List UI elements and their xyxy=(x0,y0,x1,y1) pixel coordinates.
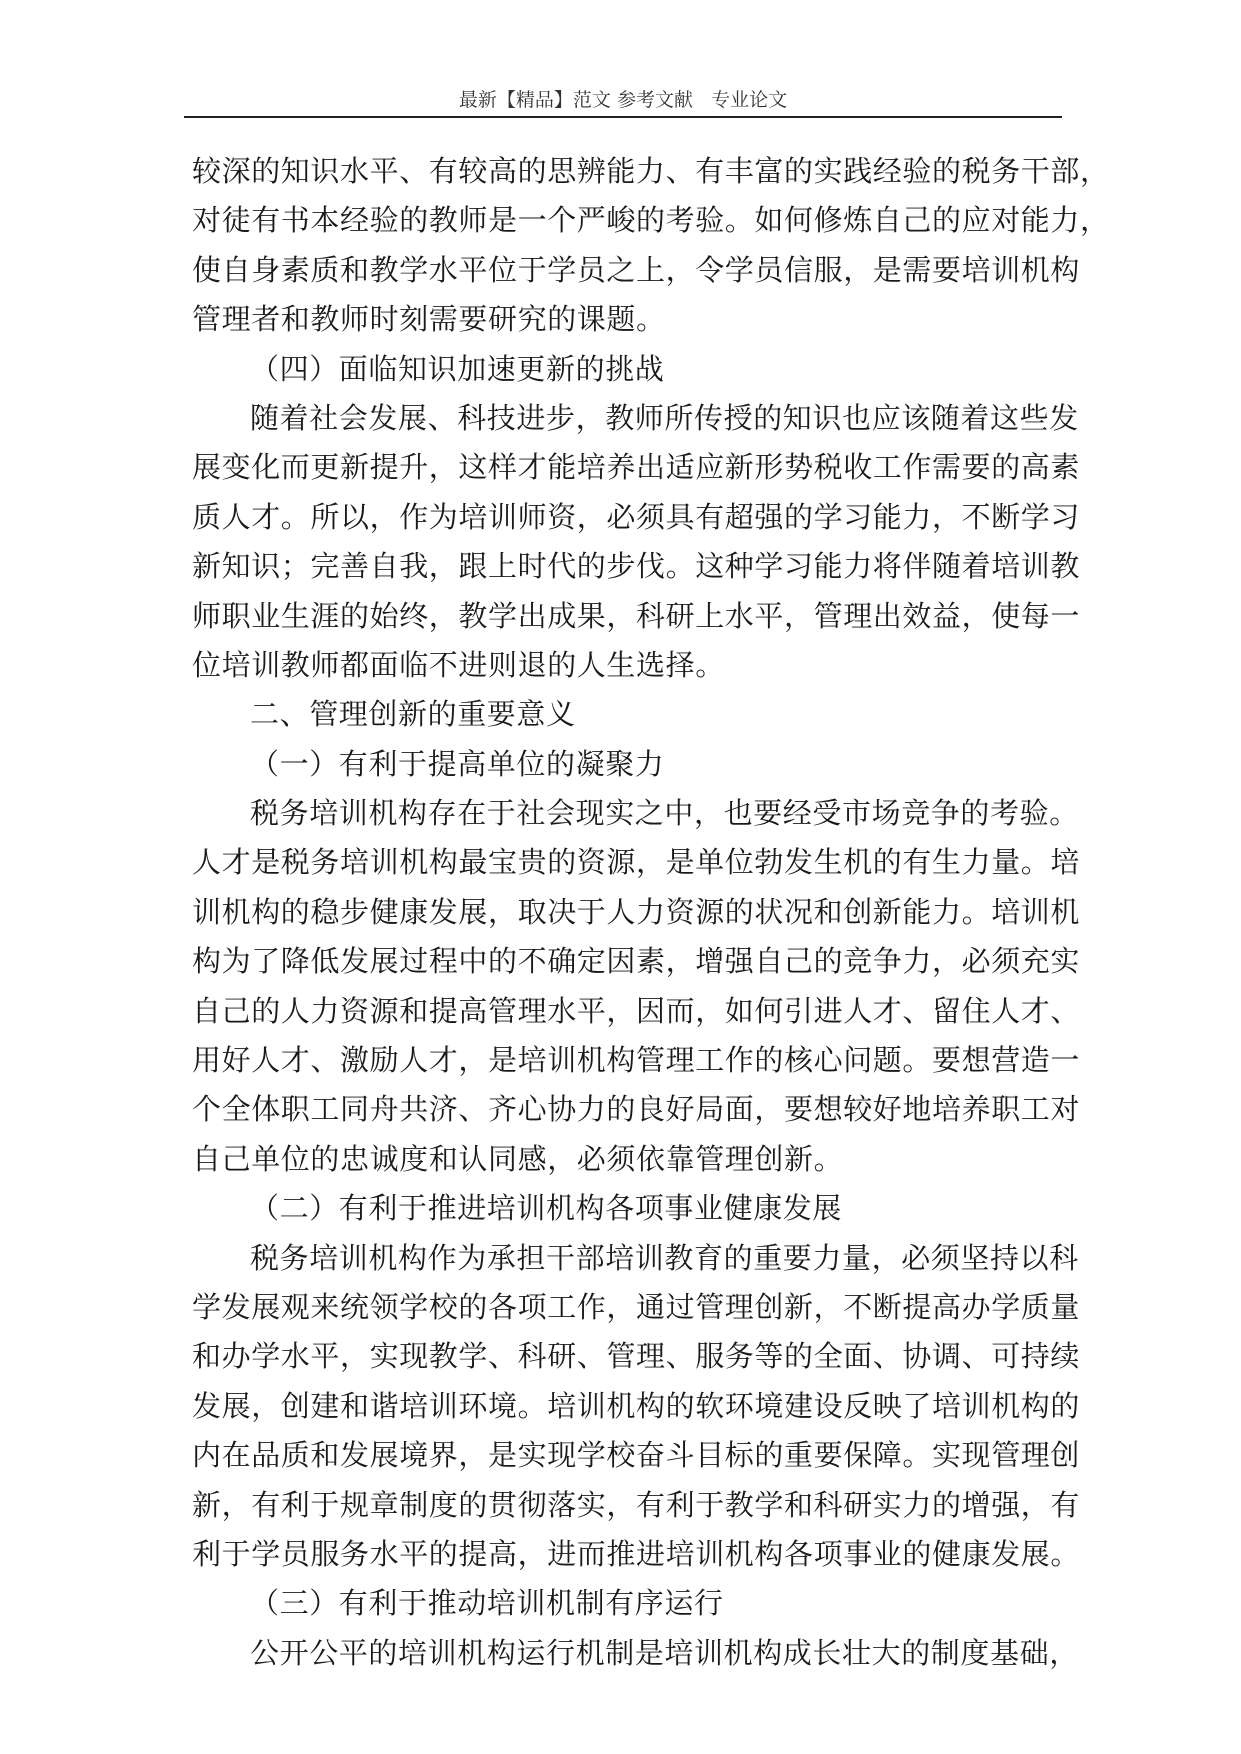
text-line: 新知识；完善自我，跟上时代的步伐。这种学习能力将伴随着培训教 xyxy=(192,549,1081,584)
text-line: 发展，创建和谐培训环境。培训机构的软环境建设反映了培训机构的 xyxy=(192,1388,1081,1423)
text-line: 随着社会发展、科技进步，教师所传授的知识也应该随着这些发 xyxy=(250,400,1079,435)
text-line: 使自身素质和教学水平位于学员之上，令学员信服，是需要培训机构 xyxy=(192,252,1081,287)
text-line: 较深的知识水平、有较高的思辨能力、有丰富的实践经验的税务干部， xyxy=(192,154,1110,188)
document-body xyxy=(192,147,1110,1678)
page-header-text: 最新【精品】范文 参考文献 专业论文 xyxy=(458,89,788,111)
page-header xyxy=(184,84,1062,118)
text-line: 二、管理创新的重要意义 xyxy=(250,697,576,732)
text-line: 新，有利于规章制度的贯彻落实，有利于教学和科研实力的增强，有 xyxy=(192,1487,1081,1522)
text-line: 训机构的稳步健康发展，取决于人力资源的状况和创新能力。培训机 xyxy=(192,894,1081,929)
text-line: （一）有利于提高单位的凝聚力 xyxy=(250,746,665,781)
text-line: 自己单位的忠诚度和认同感，必须依靠管理创新。 xyxy=(192,1141,844,1176)
text-line: 税务培训机构存在于社会现实之中，也要经受市场竞争的考验。 xyxy=(250,796,1079,831)
text-line: 和办学水平，实现教学、科研、管理、服务等的全面、协调、可持续 xyxy=(192,1339,1081,1374)
text-line: 质人才。所以，作为培训师资，必须具有超强的学习能力，不断学习 xyxy=(192,499,1081,534)
text-line: 税务培训机构作为承担干部培训教育的重要力量，必须坚持以科 xyxy=(250,1240,1079,1275)
text-line: 管理者和教师时刻需要研究的课题。 xyxy=(192,302,666,337)
text-line: 学发展观来统领学校的各项工作，通过管理创新，不断提高办学质量 xyxy=(192,1289,1081,1324)
text-line: 自己的人力资源和提高管理水平，因而，如何引进人才、留住人才、 xyxy=(192,993,1081,1028)
text-line: 利于学员服务水平的提高，进而推进培训机构各项事业的健康发展。 xyxy=(192,1536,1081,1571)
text-line: 展变化而更新提升，这样才能培养出适应新形势税收工作需要的高素 xyxy=(192,450,1081,485)
text-line: （二）有利于推进培训机构各项事业健康发展 xyxy=(250,1191,843,1226)
text-line: 对徒有书本经验的教师是一个严峻的考验。如何修炼自己的应对能力， xyxy=(192,203,1110,238)
text-line: （三）有利于推动培训机制有序运行 xyxy=(250,1586,724,1621)
text-line: 公开公平的培训机构运行机制是培训机构成长壮大的制度基础， xyxy=(250,1635,1079,1670)
text-line: 用好人才、激励人才，是培训机构管理工作的核心问题。要想营造一 xyxy=(192,1043,1081,1078)
text-line: 人才是税务培训机构最宝贵的资源，是单位勃发生机的有生力量。培 xyxy=(192,845,1081,880)
text-line: 个全体职工同舟共济、齐心协力的良好局面，要想较好地培养职工对 xyxy=(192,1092,1081,1127)
text-line: 构为了降低发展过程中的不确定因素，增强自己的竞争力，必须充实 xyxy=(192,944,1081,979)
text-line: （四）面临知识加速更新的挑战 xyxy=(250,351,665,386)
text-line: 内在品质和发展境界，是实现学校奋斗目标的重要保障。实现管理创 xyxy=(192,1438,1081,1473)
text-line: 位培训教师都面临不进则退的人生选择。 xyxy=(192,647,725,682)
text-line: 师职业生涯的始终，教学出成果，科研上水平，管理出效益，使每一 xyxy=(192,598,1081,633)
